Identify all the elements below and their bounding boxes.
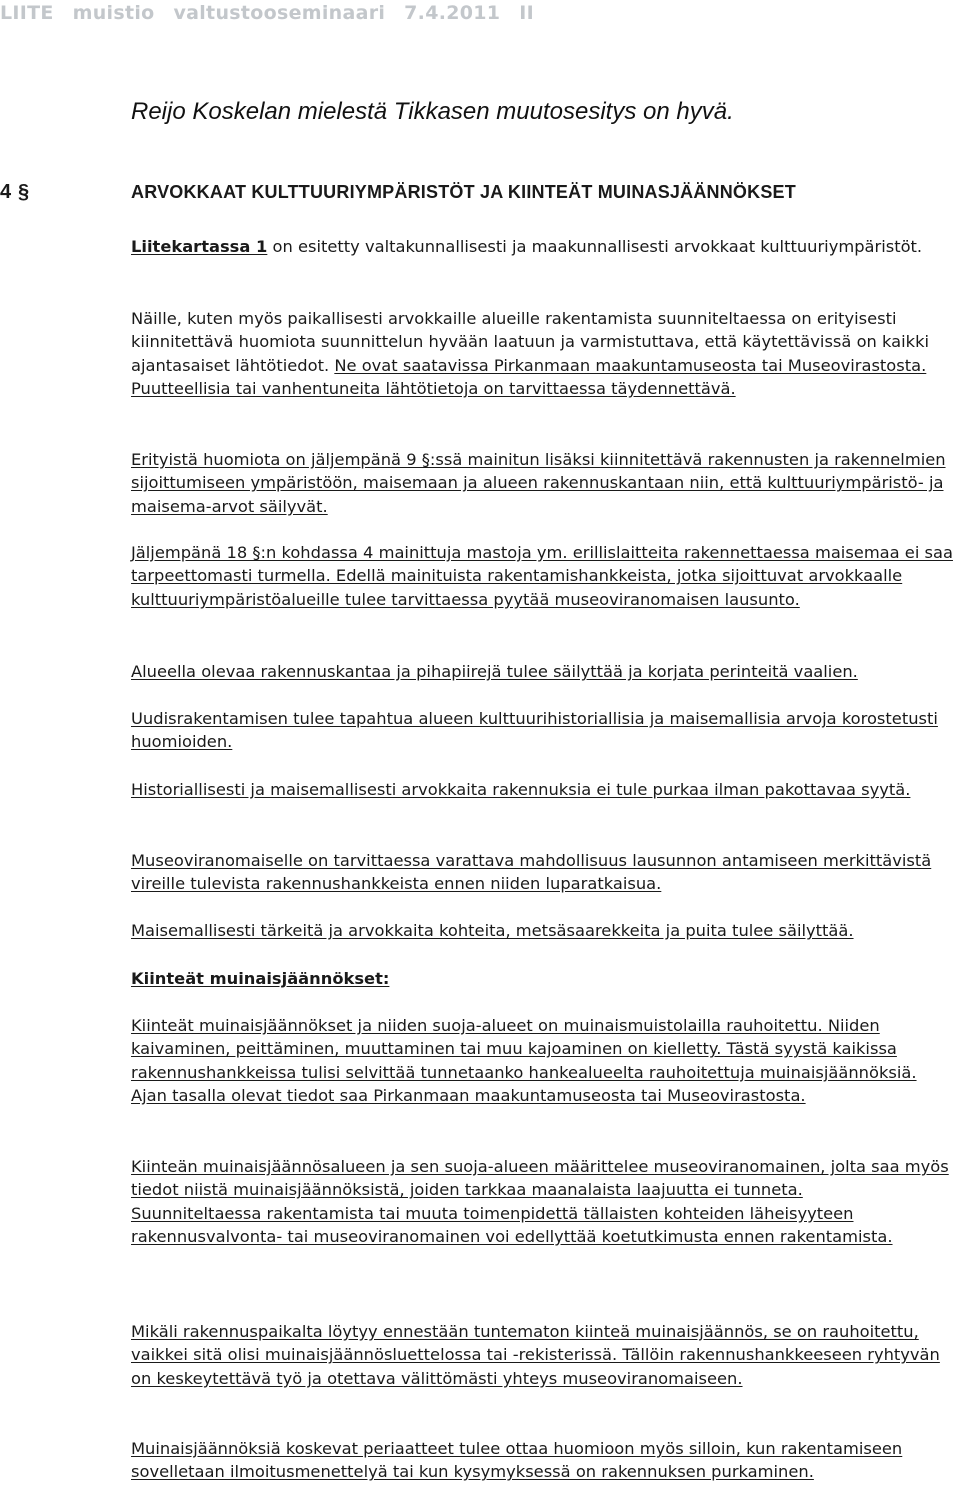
paragraph-text: Kiinteän muinaisjäännösalueen ja sen suoja-alueen määrittelee museoviranomainen, jolta saa myös tiedot niistä muinaisjäännöksistä, joiden tarkkaa maanalaista laajuutta ei tunneta. — [131, 1157, 949, 1200]
paragraph-text: Suunniteltaessa rakentamista tai muuta toimenpidettä tällaisten kohteiden läheisyyteen rakennusvalvonta- tai museoviranomainen voi edellyttää koetutkimusta ennen rakentamista. — [131, 1203, 893, 1246]
header-date: 7.4.2011 — [404, 2, 501, 24]
paragraph — [131, 1437, 959, 1484]
subheading — [131, 967, 959, 990]
header-roman: II — [519, 2, 534, 24]
paragraph — [131, 448, 959, 518]
map-reference: Liitekartassa 1 — [131, 237, 268, 256]
section-number: 4 — [0, 181, 12, 203]
paragraph-text: Näille, kuten myös paikallisesti arvokkaille alueille rakentamista suunniteltaessa on erityisesti kiinnitettävä huomiota suunnittelun hyvään laatuun ja varmistuttava, että käytettävissä on kaikki ajantasaiset lähtötiedot. — [131, 309, 930, 375]
paragraph-text: Maisemallisesti tärkeitä ja arvokkaita kohteita, metsäsaarekkeita ja puita tulee säilyttää. — [131, 921, 854, 940]
paragraph — [131, 541, 959, 611]
paragraph — [131, 919, 959, 942]
paragraph-text: Historiallisesti ja maisemallisesti arvokkaita rakennuksia ei tule purkaa ilman pakottavaa syytä. — [131, 780, 911, 799]
paragraph-text: Erityistä huomiota on jäljempänä 9 §:ssä mainitun lisäksi kiinnitettävä rakennusten ja rakennelmien sijoittumiseen ympäristöön, maisemaan ja alueen rakennuskantaan niin, että kulttuuriympäristö- ja maisema-arvot säilyvät. — [131, 450, 946, 516]
section-title: ARVOKKAAT KULTTUURIYMPÄRISTÖT JA KIINTEÄT MUINASJÄÄNNÖKSET — [131, 182, 796, 202]
paragraph-text: Museoviranomaiselle on tarvittaessa varattava mahdollisuus lausunnon antamiseen merkittävistä vireille tulevista rakennushankkeista ennen niiden luparatkaisua. — [131, 851, 932, 894]
paragraph — [131, 1014, 959, 1107]
paragraph — [131, 849, 959, 896]
italic-note: Reijo Koskelan mielestä Tikkasen muutosesitys on hyvä. — [131, 98, 734, 125]
header-word: LIITE — [0, 2, 54, 24]
section-sign: § — [18, 181, 30, 203]
paragraph-text: Muinaisjäännöksiä koskevat periaatteet tulee ottaa huomioon myös silloin, kun rakentamiseen sovelletaan ilmoitusmenettelyä tai kun kysymyksessä on rakennuksen purkaminen. — [131, 1439, 903, 1482]
paragraph — [131, 307, 959, 400]
paragraph — [131, 1320, 959, 1390]
paragraph — [131, 660, 959, 683]
paragraph-text: Alueella olevaa rakennuskantaa ja pihapiirejä tulee säilyttää ja korjata perinteitä vaalien. — [131, 662, 858, 681]
page-header — [0, 2, 546, 24]
subheading-text: Kiinteät muinaisjäännökset: — [131, 969, 390, 988]
paragraph-text: Kiinteät muinaisjäännökset ja niiden suoja-alueet on muinaismuistolailla rauhoitettu. Niiden kaivaminen, peittäminen, muuttaminen tai muu kajoaminen on kielletty. Tästä syystä kaikissa rakennushankkeissa tulisi selvittää tunnetaanko hankealueelta rauhoitettuja muinaisjäännöksiä. — [131, 1016, 917, 1082]
header-word: valtustooseminaari — [173, 2, 386, 24]
paragraph-text: Jäljempänä 18 §:n kohdassa 4 mainittuja mastoja ym. erillislaitteita rakennettaessa maisemaa ei saa tarpeettomasti turmella. Edellä mainituista rakentamishankkeista, jotka sijoittuvat arvokkaalle kulttuuriympäristöalueille tulee tarvittaessa pyytää museoviranomaisen lausunto. — [131, 543, 953, 609]
paragraph-text: Ajan tasalla olevat tiedot saa Pirkanmaan maakuntamuseosta tai Museovirastosta. — [131, 1085, 806, 1105]
paragraph-text: on esitetty valtakunnallisesti ja maakunnallisesti arvokkaat kulttuuriympäristöt. — [267, 237, 923, 256]
header-word: muistio — [72, 2, 155, 24]
paragraph — [131, 778, 959, 801]
paragraph-text: Mikäli rakennuspaikalta löytyy ennestään tuntematon kiinteä muinaisjäännös, se on rauhoitettu, vaikkei sitä olisi muinaisjäännösluettelossa tai -rekisterissä. Tällöin rakennushankkeeseen ryhtyvän on keskeytettävä työ ja otettava välittömästi yhteys museoviranomaiseen. — [131, 1322, 940, 1388]
paragraph-text-underlined: Ne ovat saatavissa Pirkanmaan maakuntamuseosta tai Museovirastosta. Puutteellisia tai vanhentuneita lähtötietoja on tarvittaessa täydennettävä. — [131, 355, 927, 398]
paragraph — [131, 1155, 959, 1248]
paragraph — [131, 235, 959, 258]
paragraph-text: Uudisrakentamisen tulee tapahtua alueen kulttuurihistoriallisia ja maisemallisia arvoja korostetusti huomioiden. — [131, 709, 938, 752]
paragraph — [131, 707, 959, 754]
